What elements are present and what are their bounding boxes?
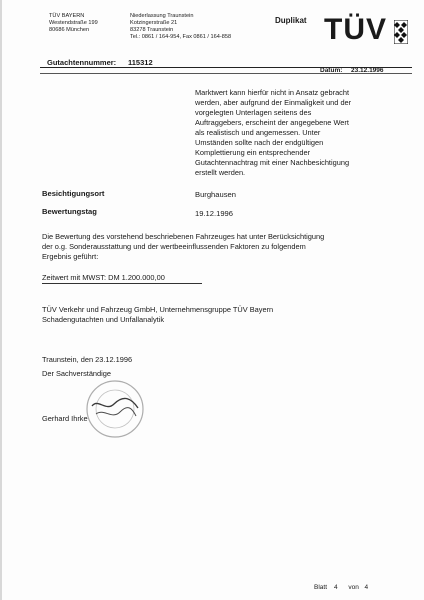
gutachten-label: Gutachtennummer: [47,58,117,67]
place-date: Traunstein, den 23.12.1996 [42,355,133,364]
bewertungstag-value: 19.12.1996 [195,209,234,218]
assessment-line: Die Bewertung des vorstehend beschriebenen Fahrzeuges hat unter Berücksichtigung [42,232,325,241]
company-line: TÜV Verkehr und Fahrzeug GmbH, Unternehmensgruppe TÜV Bayern [42,305,274,314]
note-line: Umständen sollte nach der endgültigen [195,138,324,147]
page-footer [314,584,368,591]
zeitwert-underline [42,283,202,284]
sender-address [49,13,119,34]
assessment-line: Ergebnis geführt: [42,251,99,261]
assessment-text [42,232,387,261]
branch-address [130,13,250,41]
blatt-label: Blatt [314,584,328,591]
zeitwert-result: Zeitwert mit MWST: DM 1.200.000,00 [42,273,165,282]
assessment-line: der o.g. Sonderausstattung und der wertbeeinflussenden Faktoren zu folgendem [42,241,306,251]
bavarian-diamonds-icon [394,20,408,44]
besichtigungsort-value: Burghausen [195,190,236,199]
official-stamp-icon [84,378,146,440]
branch-phone: Tel.: 0861 / 164-954, Fax 0861 / 164-858 [130,34,232,40]
duplikat-label: Duplikat [275,16,307,25]
org-city: 80686 München [49,27,90,33]
logo-text: TÜV [324,13,387,46]
org-street: Westendstraße 199 [49,20,98,26]
org-name: TÜV BAYERN [49,13,85,19]
note-line: vorgelegten Unterlagen seitens des [195,108,312,117]
gutachten-number: 115312 [128,58,153,67]
note-line: Auftraggebers, erscheint der angegebene Wert [195,118,349,127]
page-number: 4 [334,584,338,591]
branch-street: Kotzingerstraße 21 [130,20,178,26]
bewertungstag-label: Bewertungstag [42,207,97,216]
besichtigungsort-label: Besichtigungsort [42,189,105,198]
expert-label: Der Sachverständige [42,369,112,378]
note-line: als realistisch und angemessen. Unter [195,128,321,137]
note-line: Komplettierung ein entsprechender [195,148,311,157]
note-line: werden, aber aufgrund der Einmaligkeit und der [195,98,352,107]
company-line: Schadengutachten und Unfallanalytik [42,315,165,324]
datum-label: Datum: [320,67,343,74]
valuation-note [195,88,390,178]
branch-city: 83278 Traunstein [130,27,174,33]
page-total: 4 [364,584,369,591]
von-label: von [348,584,359,591]
note-line: erstellt werden. [195,168,246,177]
signer-name: Gerhard Ihrke [42,414,88,423]
company-block [42,305,362,325]
tuv-logo [324,12,408,48]
branch-name: Niederlassung Traunstein [130,13,194,19]
note-line: Marktwert kann hierfür nicht in Ansatz gebracht [195,88,350,97]
note-line: Gutachtennachtrag mit einer Nachbesichtigung [195,158,350,167]
datum-value: 23.12.1996 [351,67,384,74]
